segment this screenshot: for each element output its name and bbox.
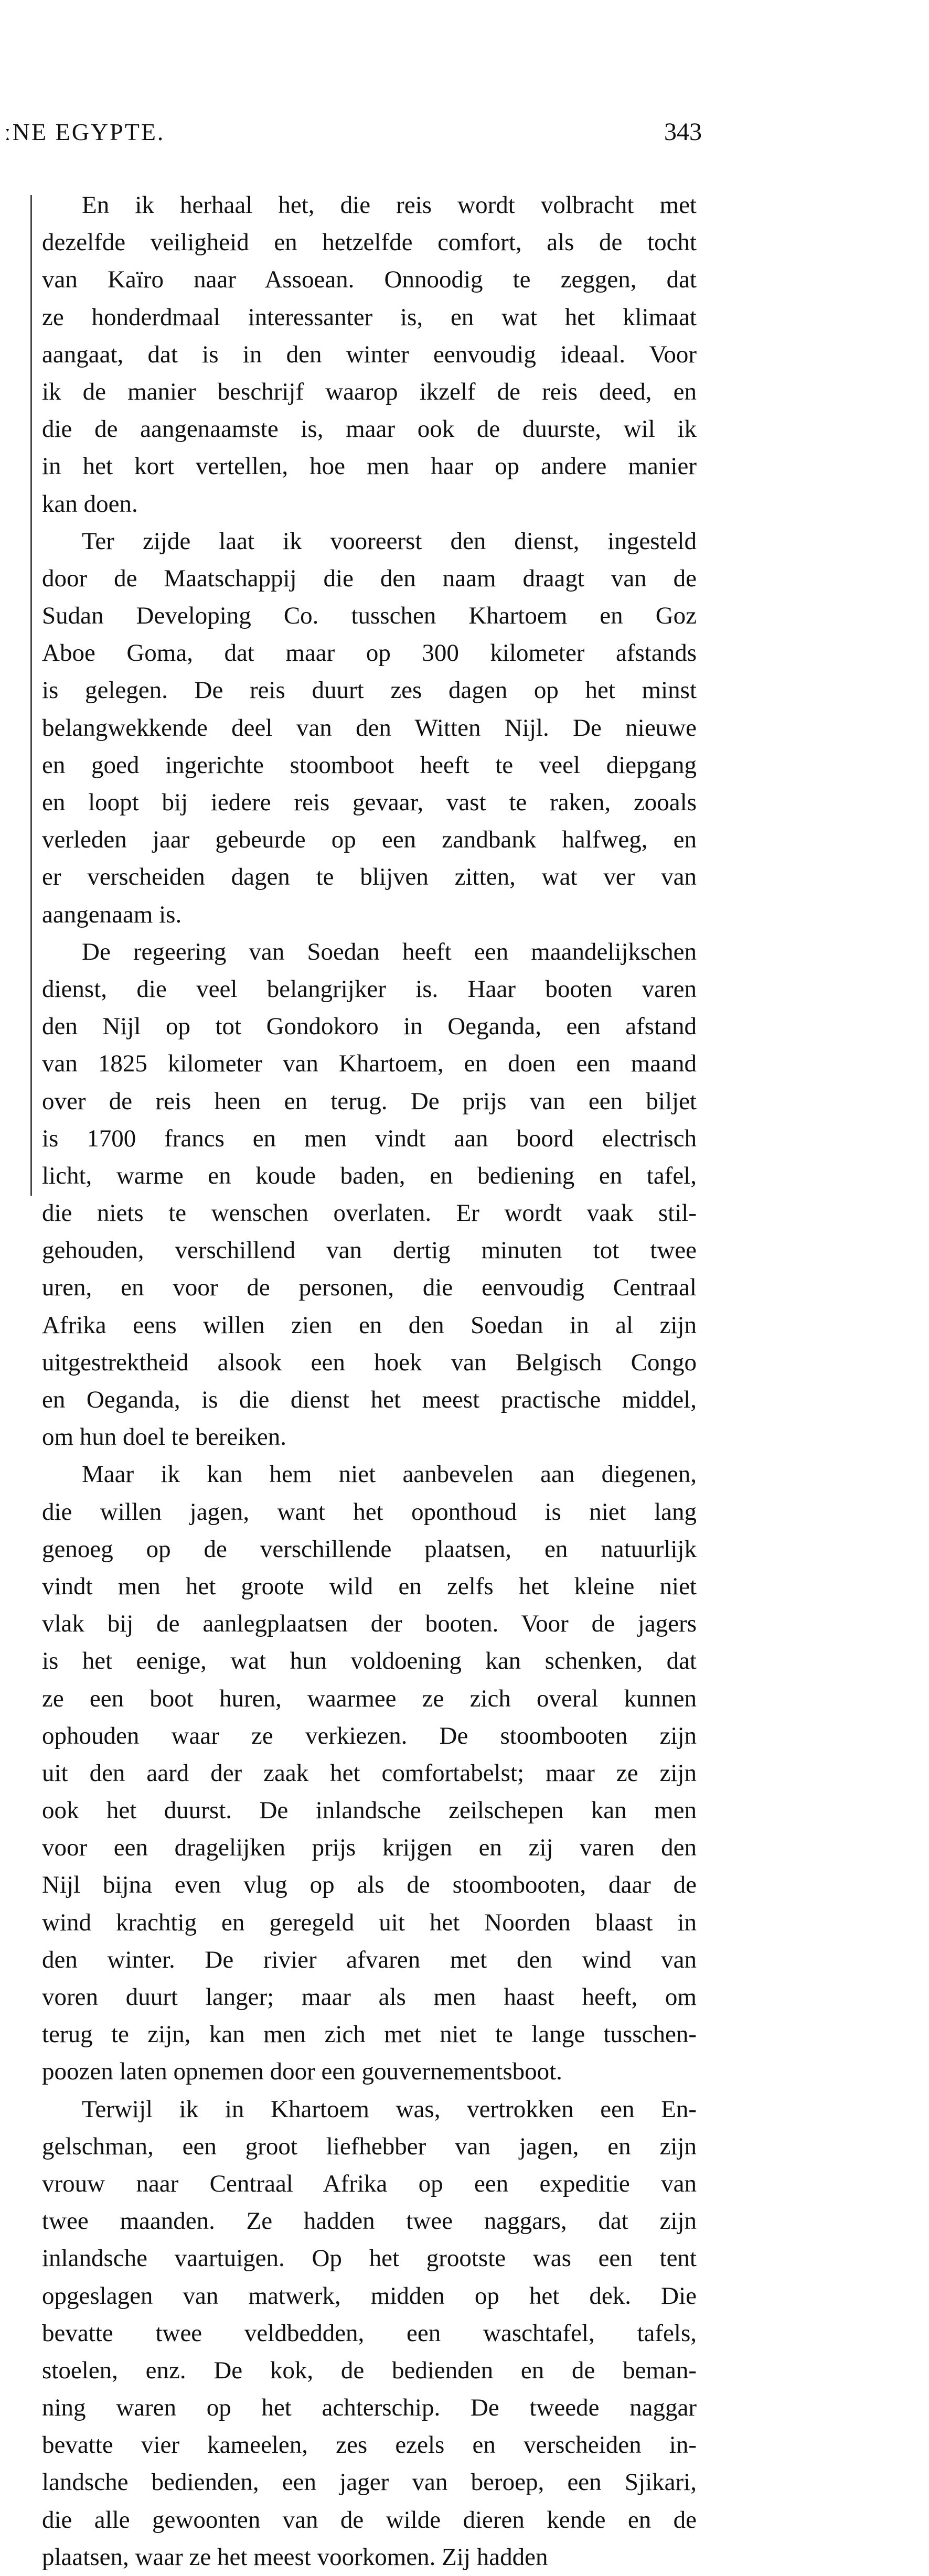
running-title: ːNE EGYPTE. (4, 119, 165, 145)
text-line: uitgestrektheid alsook een hoek van Belgisch Congo (42, 1348, 697, 1376)
text-line: is 1700 francs en men vindt aan boord electrisch (42, 1124, 697, 1152)
text-line: en goed ingerichte stoomboot heeft te veel diepgang (42, 751, 697, 779)
text-line: genoeg op de verschillende plaatsen, en natuurlijk (42, 1535, 697, 1563)
text-line: door de Maatschappij die den naam draagt van de (42, 564, 697, 592)
text-line: vindt men het groote wild en zelfs het kleine niet (42, 1572, 697, 1600)
text-line: van Kaïro naar Assoean. Onnoodig te zeggen, dat (42, 266, 697, 294)
paragraph (42, 2091, 697, 2576)
text-line: uren, en voor de personen, die eenvoudig Centraal (42, 1274, 697, 1302)
text-line: Sudan Developing Co. tusschen Khartoem en Goz (42, 602, 697, 630)
text-line: ning waren op het achterschip. De tweede naggar (42, 2394, 697, 2422)
paragraph (42, 187, 697, 523)
text-line: van 1825 kilometer van Khartoem, en doen een maand (42, 1050, 697, 1078)
page-number: 343 (664, 118, 702, 146)
text-line: vlak bij de aanlegplaatsen der booten. Voor de jagers (42, 1610, 697, 1638)
text-line: vrouw naar Centraal Afrika op een expeditie van (42, 2170, 697, 2197)
paragraph (42, 1456, 697, 2090)
text-line: belangwekkende deel van den Witten Nijl. De nieuwe (42, 714, 697, 742)
text-line: De regeering van Soedan heeft een maandelijkschen (82, 938, 697, 965)
text-line: ik de manier beschrijf waarop ikzelf de reis deed, en (42, 378, 697, 405)
text-line: terug te zijn, kan men zich met niet te lange tusschen- (42, 2021, 697, 2048)
text-line: aangaat, dat is in den winter eenvoudig ideaal. Voor (42, 340, 697, 368)
text-line: plaatsen, waar ze het meest voorkomen. Zij hadden (42, 2543, 548, 2571)
text-line: Aboe Goma, dat maar op 300 kilometer afstands (42, 639, 697, 667)
margin-rule (30, 195, 32, 1196)
text-line: er verscheiden dagen te blijven zitten, wat ver van (42, 863, 697, 891)
paragraph (42, 933, 697, 1456)
text-line: stoelen, enz. De kok, de bedienden en de beman- (42, 2356, 697, 2384)
text-line: bevatte twee veldbedden, een waschtafel, tafels, (42, 2319, 697, 2347)
text-line: voor een dragelijken prijs krijgen en zij varen den (42, 1834, 697, 1862)
text-line: ze honderdmaal interessanter is, en wat het klimaat (42, 303, 697, 331)
text-line: bevatte vier kameelen, zes ezels en verscheiden in- (42, 2431, 697, 2459)
text-line: licht, warme en koude baden, en bediening en tafel, (42, 1162, 697, 1189)
text-line: Ter zijde laat ik vooreerst den dienst, ingesteld (82, 527, 697, 555)
text-line: wind krachtig en geregeld uit het Noorden blaast in (42, 1908, 697, 1936)
text-line: den winter. De rivier afvaren met den wind van (42, 1946, 697, 1973)
running-head (0, 116, 929, 148)
text-line: gelschman, een groot liefhebber van jagen, en zijn (42, 2132, 697, 2160)
text-line: ook het duurst. De inlandsche zeilschepen kan men (42, 1797, 697, 1824)
text-line: over de reis heen en terug. De prijs van een biljet (42, 1087, 697, 1115)
body-text (42, 187, 697, 2576)
text-line: Maar ik kan hem niet aanbevelen aan diegenen, (82, 1461, 697, 1488)
text-line: den Nijl op tot Gondokoro in Oeganda, een afstand (42, 1013, 697, 1040)
text-line: ze een boot huren, waarmee ze zich overal kunnen (42, 1684, 697, 1712)
text-line: opgeslagen van matwerk, midden op het dek. Die (42, 2282, 697, 2310)
text-line: uit den aard der zaak het comfortabelst; maar ze zijn (42, 1759, 697, 1787)
text-line: twee maanden. Ze hadden twee naggars, dat zijn (42, 2207, 697, 2235)
text-line: dienst, die veel belangrijker is. Haar booten varen (42, 975, 697, 1003)
text-line: aangenaam is. (42, 900, 182, 928)
text-line: Terwijl ik in Khartoem was, vertrokken een En- (82, 2095, 697, 2123)
text-line: kan doen. (42, 490, 138, 518)
text-line: gehouden, verschillend van dertig minuten tot twee (42, 1237, 697, 1264)
text-line: ophouden waar ze verkiezen. De stoombooten zijn (42, 1722, 697, 1749)
text-line: die de aangenaamste is, maar ook de duurste, wil ik (42, 415, 697, 443)
text-line: die alle gewoonten van de wilde dieren kende en de (42, 2506, 697, 2534)
text-line: die niets te wenschen overlaten. Er wordt vaak stil- (42, 1199, 697, 1227)
text-line: Nijl bijna even vlug op als de stoombooten, daar de (42, 1871, 697, 1899)
paragraph (42, 523, 697, 933)
text-line: voren duurt langer; maar als men haast heeft, om (42, 1983, 697, 2011)
text-line: is gelegen. De reis duurt zes dagen op het minst (42, 677, 697, 704)
text-line: om hun doel te bereiken. (42, 1423, 286, 1451)
text-line: dezelfde veiligheid en hetzelfde comfort, als de tocht (42, 229, 697, 256)
text-line: landsche bedienden, een jager van beroep, een Sjikari, (42, 2468, 697, 2496)
text-line: in het kort vertellen, hoe men haar op andere manier (42, 453, 697, 480)
text-line: Afrika eens willen zien en den Soedan in al zijn (42, 1311, 697, 1339)
text-line: die willen jagen, want het oponthoud is niet lang (42, 1498, 697, 1526)
text-line: en Oeganda, is die dienst het meest practische middel, (42, 1386, 697, 1413)
text-line: en loopt bij iedere reis gevaar, vast te raken, zooals (42, 789, 697, 816)
text-line: verleden jaar gebeurde op een zandbank halfweg, en (42, 826, 697, 854)
text-line: inlandsche vaartuigen. Op het grootste was een tent (42, 2245, 697, 2272)
text-line: is het eenige, wat hun voldoening kan schenken, dat (42, 1647, 697, 1675)
text-line: poozen laten opnemen door een gouvernementsboot. (42, 2058, 562, 2086)
text-line: En ik herhaal het, die reis wordt volbracht met (82, 191, 697, 219)
